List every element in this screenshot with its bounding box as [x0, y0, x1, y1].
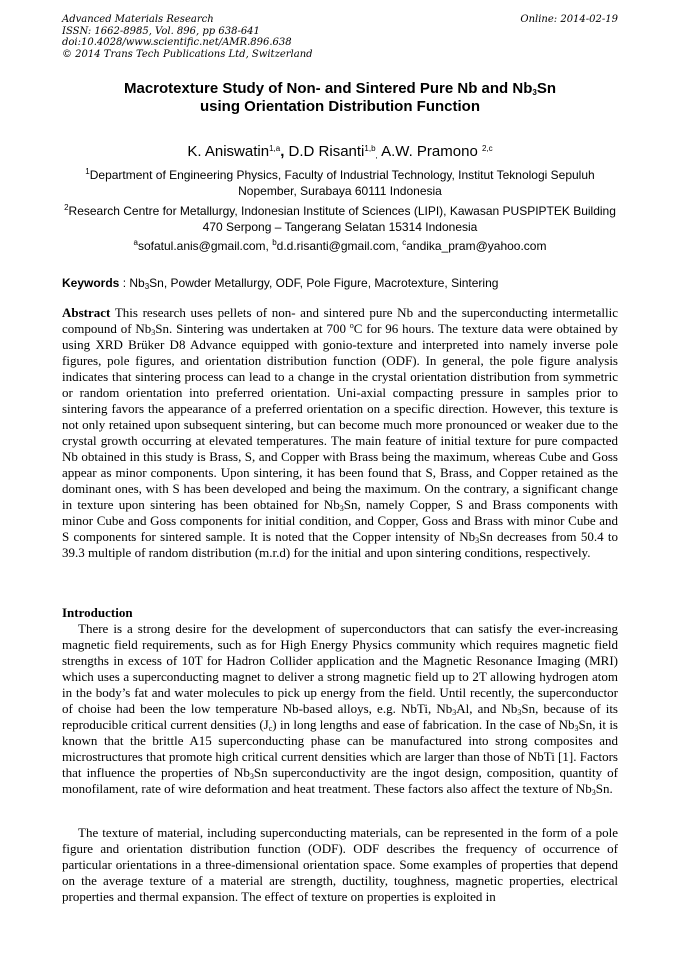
abstract-label: Abstract: [62, 305, 111, 320]
journal-doi[interactable]: doi:10.4028/www.scientific.net/AMR.896.638: [62, 37, 292, 48]
email-link[interactable]: d.d.risanti@gmail.com,: [276, 239, 403, 253]
section-heading-introduction: Introduction: [62, 605, 133, 620]
abstract: Abstract This research uses pellets of non- and sintered pure Nb and the superconducting intermetallic compound of $Nb_3Sn$. Sintering was undertaken at 700 $^o$C for 96 hours. The texture data were obtained by using XRD Brüker D8 Advance equipped with gonio-texture and interpreted into namely inverse pole figures, pole figures, and orientation distribution function (ODF). In general, the pole figure analysis indicates that sintering process can lead to a change in the crystal orientation distribution from symmetric or random orientation into preferred orientation. Uni-axial compacting pressure in samples prior to sintering favors the appearance of a preferred orientation on a specific direction. However, this texture is not only retained upon subsequent sintering, but can become much more pronounced or weaker due to the crystal growth occurring at elevated temperatures. The main feature of initial texture for pure compacted Nb obtained in this study is Brass, S, and Copper with Brass being the maximum, whereas Cube and Goss appear as minor components. Upon sintering, it has been found that S, Brass, and Copper retained as the dominant ones, with S has been developed and being the maximum. On the contrary, a significant change in texture upon sintering has been obtained for $Nb_3Sn$, namely Copper, S and Brass components with minor Cube and Goss components for initial condition, and Copper, Goss and Brass with minor Cube and S components for sintered sample. It is noted that the Copper intensity of $Nb_3Sn$ decreases from 50.4 to 39.3 multiple of random distribution (m.r.d) for the initial and upon sintering conditions, respectively.: [62, 305, 618, 560]
keywords-label: Keywords: [62, 276, 120, 290]
author-name: D.D Risanti: [284, 143, 365, 160]
keywords: Keywords : $Nb_3Sn$, Powder Metallurgy, ODF, Pole Figure, Macrotexture, Sintering: [62, 276, 499, 291]
journal-header: [62, 14, 618, 60]
intro-paragraph-2: The texture of material, including superconducting materials, can be represented in the form of a pole figure and orientation distribution function (ODF). ODF describes the frequency of occurrence of particular orientations in a three-dimensional orientation space. Some examples of properties that depend on the average texture of a material are strength, ductility, toughness, magnetic properties, electrical properties and thermal expansion. The effect of texture on properties is exploited in: [62, 825, 618, 904]
affiliation-2: $^2$Research Centre for Metallurgy, Indonesian Institute of Sciences (LIPI), Kawasan PUSPIPTEK Building 470 Serpong – Tangerang Selatan 15314 Indonesia: [64, 203, 616, 234]
author-list: K. Aniswatin$^{1,a}$, D.D Risanti$^{1,b}_,$ A.W. Pramono $^{2,c}$: [187, 143, 493, 160]
intro-paragraph-1: There is a strong desire for the development of superconductors that can satisfy the ever-increasing magnetic field requirements, such as for High Energy Physics community which requires magnetic field strengths in excess of 10T for Hadron Collider application and the Magnetic Resonance Imaging (MRI) which uses a superconducting magnet to deliver a strong magnetic field up to 2T allowing hydrogen atom in the body’s fat and water molecules to pick up energy from the field. Until recently, the superconductor of choise had been the low temperature Nb-based alloys, e.g. NbTi, $Nb_3Al$, and $Nb_3Sn$, because of its reproducible critical current densities $(J_c)$ in long lengths and ease of fabrication. In the case of $Nb_3Sn$, it is known that the brittle A15 superconducting phase can be manufactured into strong composites and microstructures that promote high critical current densities which are larger than those of NbTi [1]. Factors that influence the properties of $Nb_3Sn$ superconductivity are the ingot design, composition, quantity of monofilament, rate of wire deformation and heat treatment. These factors also affect the texture of $Nb_3Sn$.: [62, 621, 618, 797]
journal-issn: ISSN: 1662-8985, Vol. 896, pp 638-641: [62, 25, 260, 37]
author-name: K. Aniswatin: [187, 143, 270, 160]
email-link[interactable]: sofatul.anis@gmail.com,: [137, 239, 273, 253]
title-line2: using Orientation Distribution Function: [200, 98, 480, 115]
online-date: Online: 2014-02-19: [520, 14, 618, 25]
author-emails: $^a$sofatul.anis@gmail.com, $^b$d.d.risanti@gmail.com, $^c$andika_pram@yahoo.com: [133, 238, 547, 253]
title-line1: Macrotexture Study of Non- and Sintered Pure Nb and $Nb_3Sn$: [124, 80, 556, 97]
paper-title: [62, 80, 618, 116]
affiliation-1: $^1$Department of Engineering Physics, Faculty of Industrial Technology, Institut Teknologi Sepuluh Nopember, Surabaya 60111 Indonesia: [85, 167, 595, 198]
email-link[interactable]: andika_pram@yahoo.com: [406, 239, 547, 253]
author-name: A.W. Pramono: [377, 143, 482, 160]
journal-name: Advanced Materials Research: [62, 14, 214, 25]
journal-copyright: © 2014 Trans Tech Publications Ltd, Switzerland: [62, 48, 313, 60]
